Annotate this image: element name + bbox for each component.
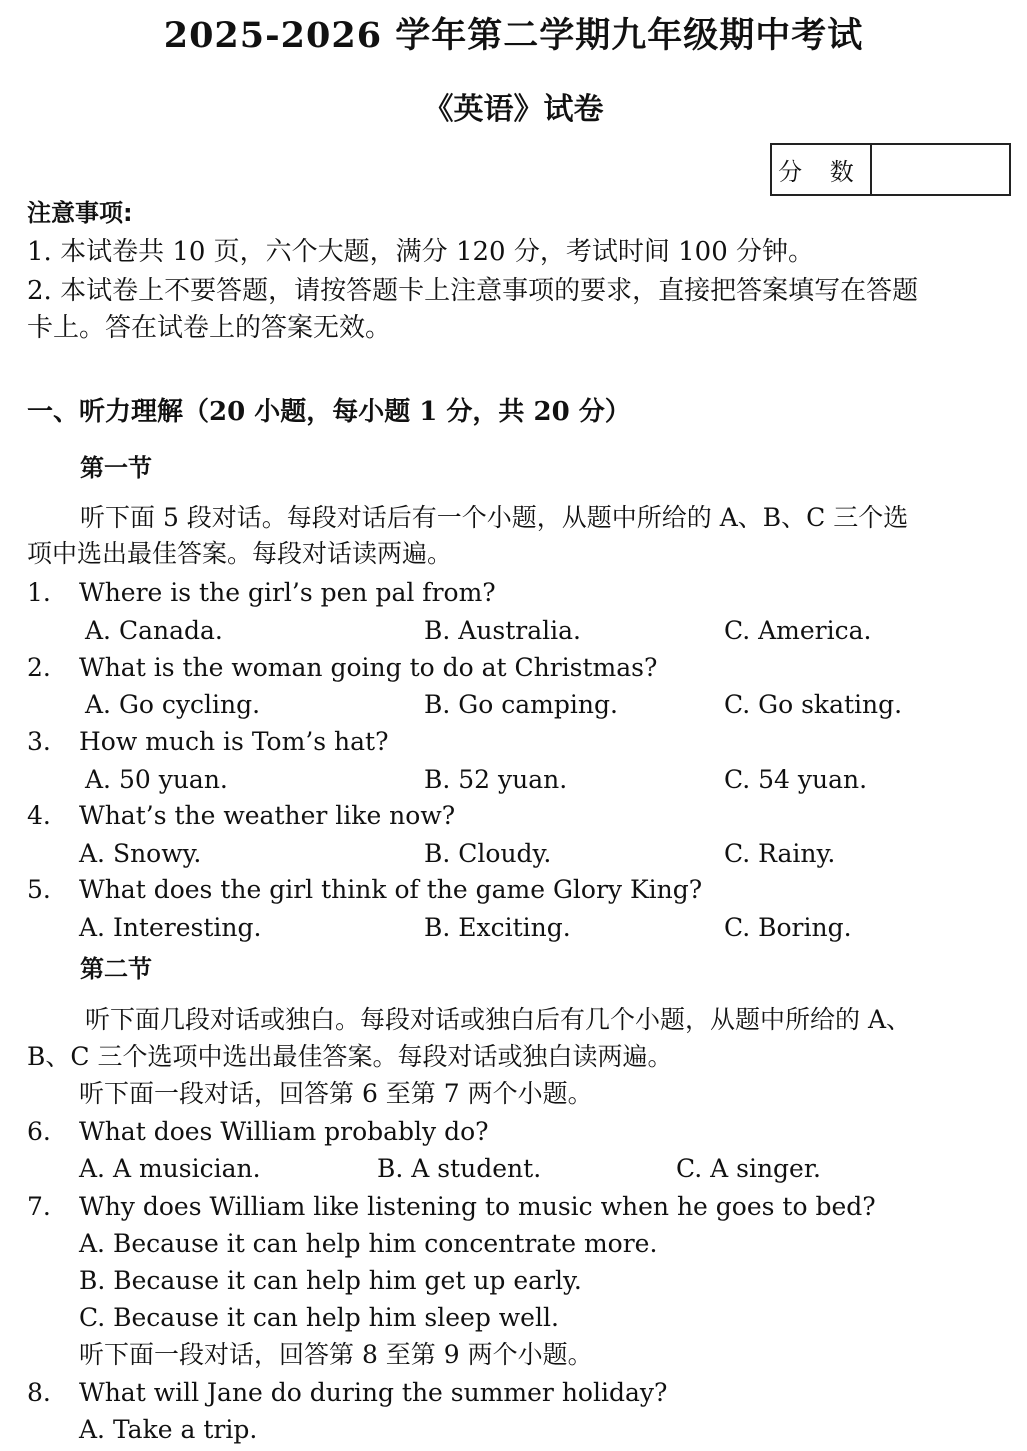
option[interactable]: A. A musician. — [79, 1154, 261, 1183]
option[interactable]: C. A singer. — [676, 1154, 822, 1183]
question-text: Where is the girl’s pen pal from? — [79, 578, 496, 607]
option[interactable]: A. Canada. — [85, 616, 223, 645]
option[interactable]: B. Go camping. — [424, 690, 618, 719]
question-number: 4. — [27, 801, 51, 830]
option[interactable]: C. America. — [724, 616, 872, 645]
option[interactable]: B. A student. — [377, 1154, 542, 1183]
notes-heading: 注意事项: — [27, 199, 133, 227]
question — [27, 1193, 876, 1221]
section-heading: 一、听力理解（20 小题，每小题 1 分，共 20 分） — [27, 397, 631, 427]
question-text: What’s the weather like now? — [79, 801, 456, 830]
option[interactable]: A. 50 yuan. — [85, 765, 228, 794]
option[interactable]: C. Rainy. — [724, 839, 836, 868]
part2-instructions: B、C 三个选项中选出最佳答案。每段对话或独白读两遍。 — [27, 1042, 673, 1071]
option[interactable]: C. 54 yuan. — [724, 765, 868, 794]
question — [27, 1379, 667, 1407]
option[interactable]: A. Take a trip. — [79, 1415, 258, 1444]
question-text: What does the girl think of the game Glory King? — [79, 875, 703, 904]
part1-heading: 第一节 — [80, 454, 152, 482]
question-number: 5. — [27, 875, 51, 904]
option[interactable]: B. Australia. — [424, 616, 581, 645]
subsection-instruction: 听下面一段对话，回答第 6 至第 7 两个小题。 — [79, 1079, 593, 1108]
question-number: 2. — [27, 653, 51, 682]
question-text: How much is Tom’s hat? — [79, 727, 389, 756]
option[interactable]: C. Because it can help him sleep well. — [79, 1303, 559, 1332]
option[interactable]: C. Boring. — [724, 913, 852, 942]
question-number: 3. — [27, 727, 51, 756]
notes-item: 1. 本试卷共 10 页，六个大题，满分 120 分，考试时间 100 分钟。 — [27, 237, 814, 267]
question — [27, 654, 657, 682]
exam-subtitle: 《英语》试卷 — [423, 92, 604, 127]
question — [27, 579, 496, 607]
question-text: What will Jane do during the summer holiday? — [79, 1378, 668, 1407]
question-text: What is the woman going to do at Christmas? — [79, 653, 658, 682]
question-text: What does William probably do? — [79, 1117, 489, 1146]
question — [27, 728, 389, 756]
question — [27, 802, 455, 830]
option[interactable]: B. Cloudy. — [424, 839, 552, 868]
option[interactable]: B. 52 yuan. — [424, 765, 568, 794]
notes-item: 2. 本试卷上不要答题，请按答题卡上注意事项的要求，直接把答案填写在答题 — [27, 276, 919, 306]
question-number: 8. — [27, 1378, 51, 1407]
option[interactable]: A. Because it can help him concentrate more. — [79, 1229, 658, 1258]
option[interactable]: A. Go cycling. — [85, 690, 261, 719]
question-number: 1. — [27, 578, 51, 607]
notes-item: 卡上。答在试卷上的答案无效。 — [27, 313, 392, 343]
option[interactable]: B. Because it can help him get up early. — [79, 1266, 582, 1295]
question — [27, 876, 702, 904]
part2-heading: 第二节 — [80, 955, 152, 983]
score-box — [770, 143, 1011, 196]
option[interactable]: A. Interesting. — [79, 913, 262, 942]
part1-instructions: 项中选出最佳答案。每段对话读两遍。 — [27, 539, 453, 568]
exam-title: 2025-2026 学年第二学期九年级期中考试 — [163, 15, 864, 56]
question-number: 6. — [27, 1117, 51, 1146]
question-text: Why does William like listening to music when he goes to bed? — [79, 1192, 876, 1221]
option[interactable]: B. Exciting. — [424, 913, 571, 942]
option[interactable]: C. Go skating. — [724, 690, 903, 719]
option[interactable]: A. Snowy. — [79, 839, 202, 868]
subsection-instruction: 听下面一段对话，回答第 8 至第 9 两个小题。 — [79, 1340, 593, 1369]
score-label: 分 数 — [772, 145, 872, 194]
score-field[interactable] — [872, 145, 1009, 194]
part1-instructions: 听下面 5 段对话。每段对话后有一个小题，从题中所给的 A、B、C 三个选 — [80, 503, 909, 532]
question — [27, 1118, 489, 1146]
question-number: 7. — [27, 1192, 51, 1221]
part2-instructions: 听下面几段对话或独白。每段对话或独白后有几个小题，从题中所给的 A、 — [85, 1005, 912, 1034]
